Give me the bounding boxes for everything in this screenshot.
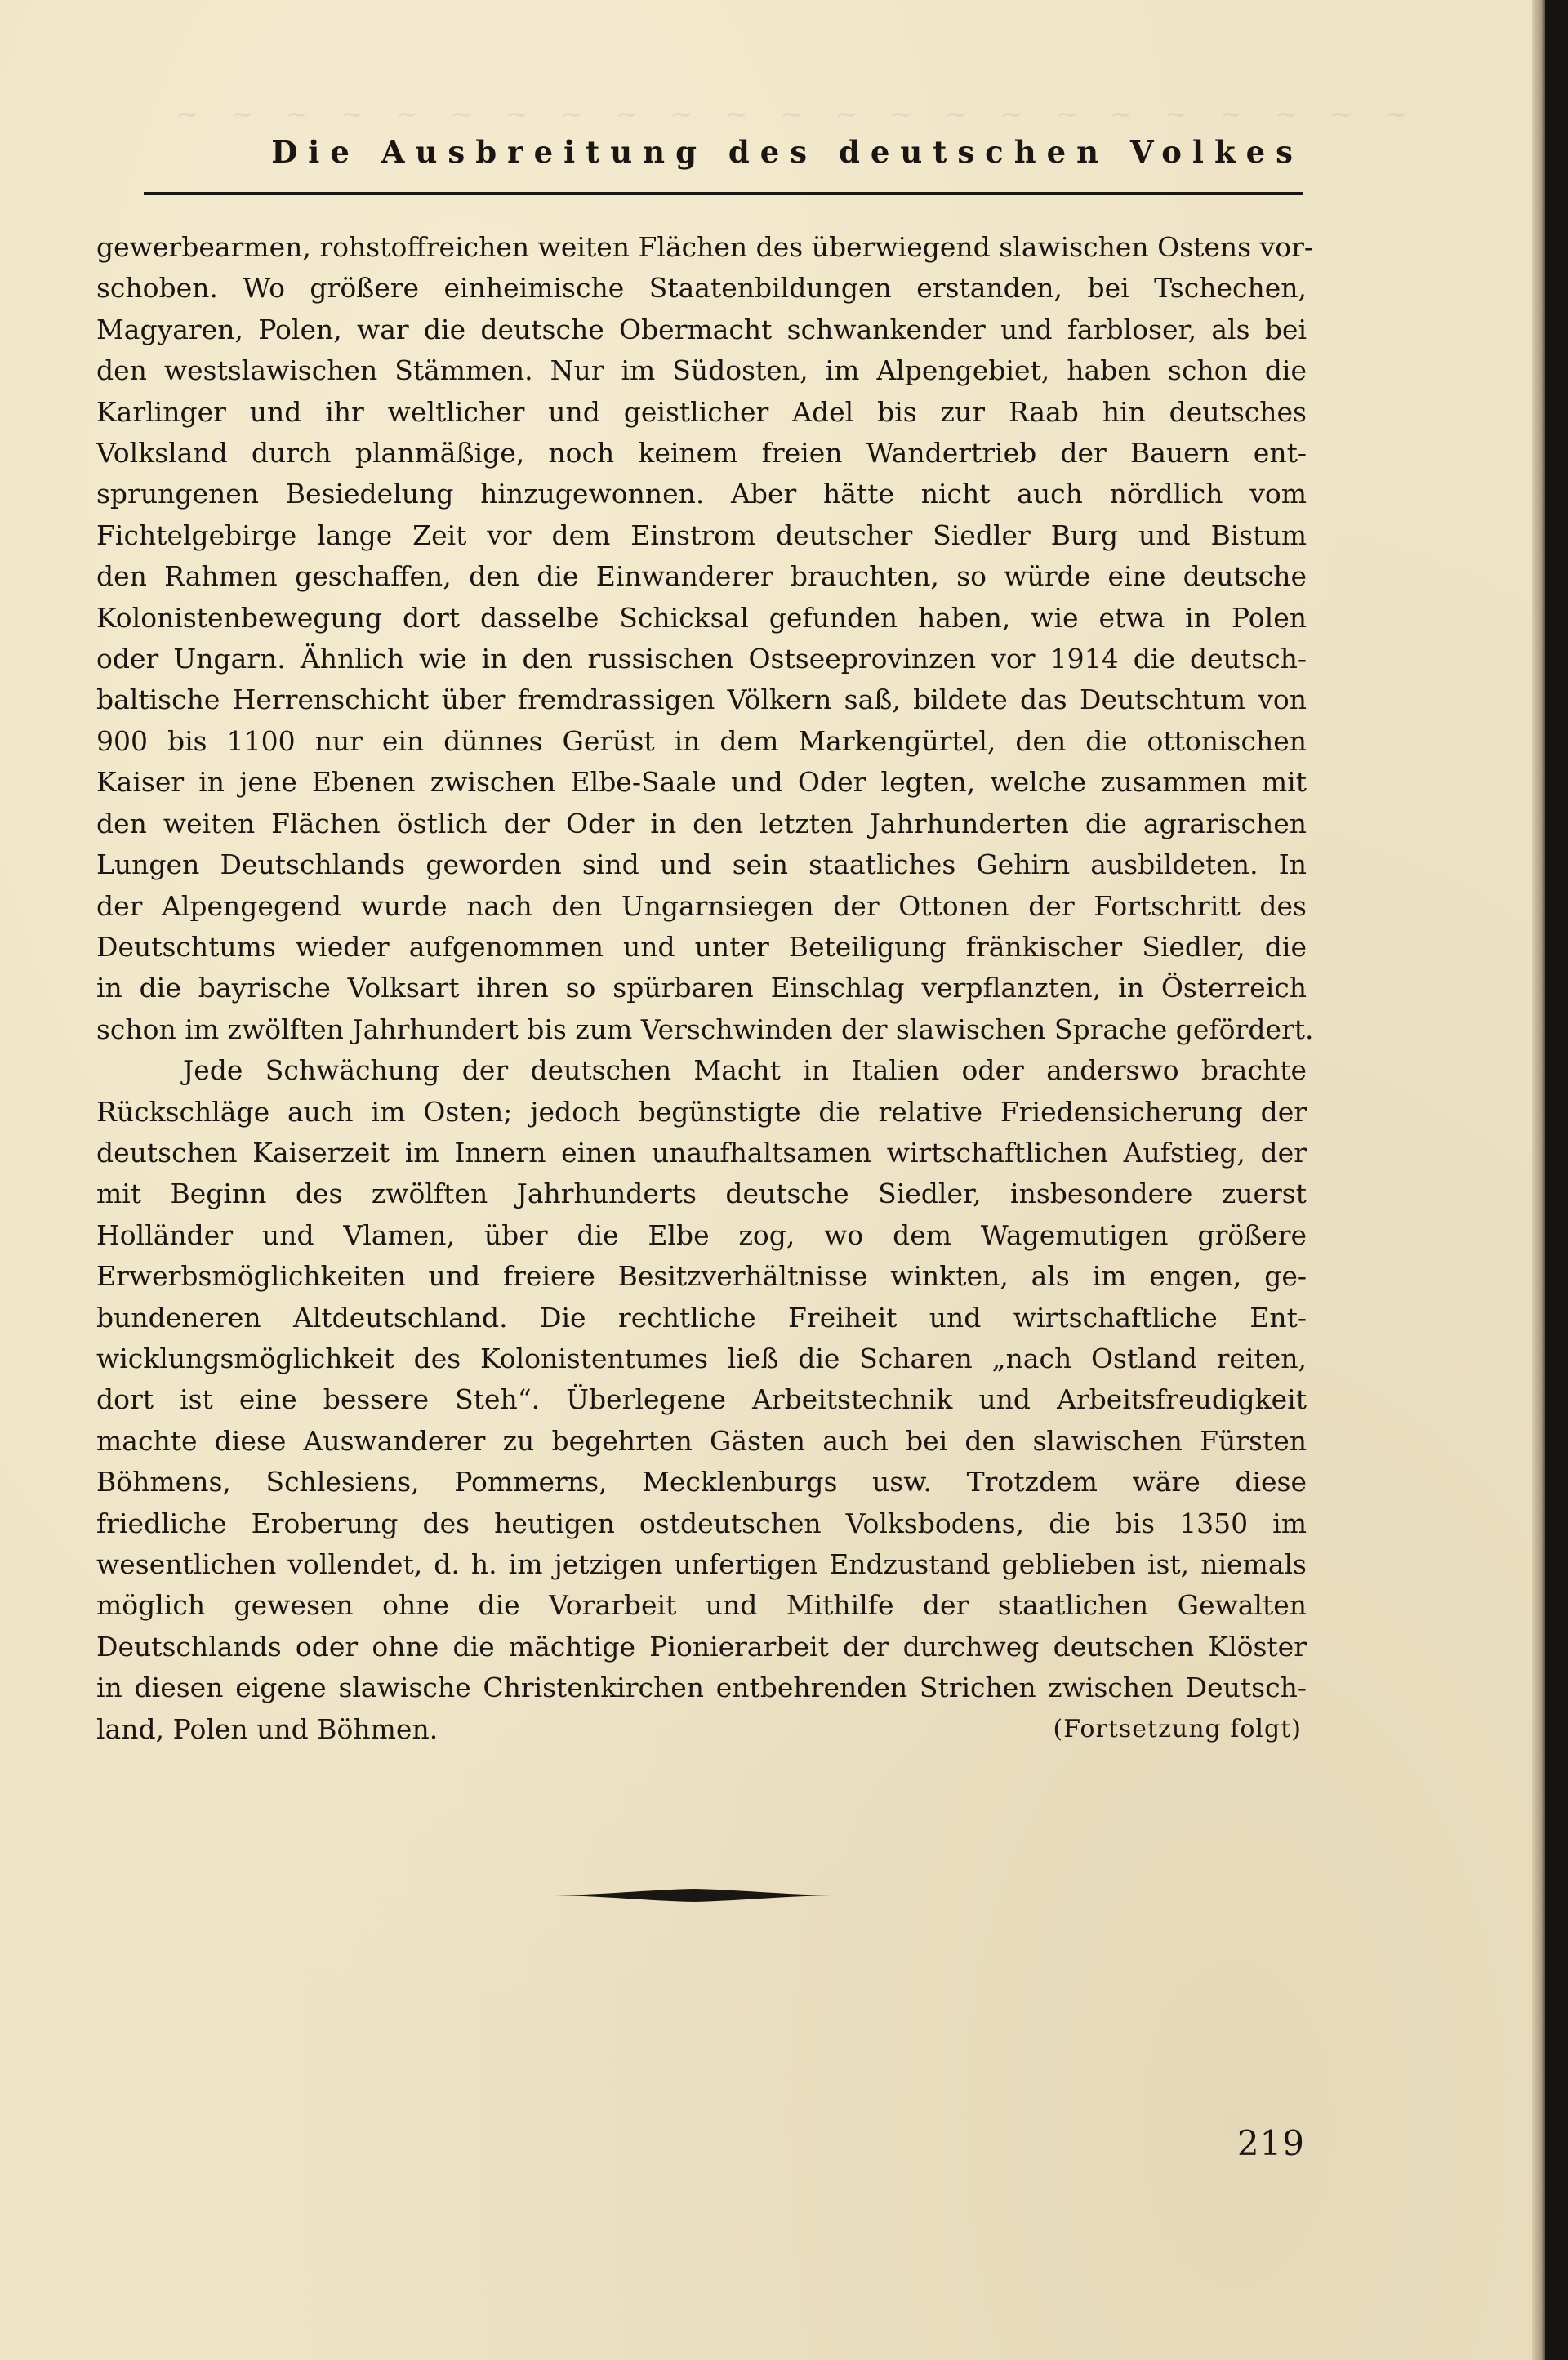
text-line: friedliche Eroberung des heutigen ostdeutschen Volksbodens, die bis 1350 im	[96, 1507, 1307, 1539]
text-line: wicklungsmöglichkeit des Kolonistentumes ließ die Scharen „nach Ostland reiten,	[96, 1342, 1307, 1374]
text-line: Jede Schwächung der deutschen Macht in Italien oder anderswo brachte	[183, 1054, 1307, 1087]
page-edge	[1532, 0, 1545, 2360]
rule-ornament-icon	[555, 1886, 833, 1904]
text-line: den Rahmen geschaffen, den die Einwanderer brauchten, so würde eine deutsche	[96, 560, 1307, 593]
text-line: schoben. Wo größere einheimische Staatenbildungen erstanden, bei Tschechen,	[96, 272, 1307, 305]
text-line: bundeneren Altdeutschland. Die rechtliche Freiheit und wirtschaftliche Ent-	[96, 1301, 1307, 1334]
text-line: den weiten Flächen östlich der Oder in den letzten Jahrhunderten die agrarischen	[96, 807, 1307, 839]
paragraph-1	[96, 227, 1314, 1050]
text-line: mit Beginn des zwölften Jahrhunderts deutsche Siedler, insbesondere zuerst	[96, 1178, 1307, 1210]
paragraph-2	[96, 1050, 1307, 1750]
final-line-text: land, Polen und Böhmen.	[96, 1712, 439, 1745]
header-rule	[144, 192, 1303, 195]
text-line: sprungenen Besiedelung hinzugewonnen. Aber hätte nicht auch nördlich vom	[96, 478, 1307, 510]
final-line	[96, 1709, 1307, 1750]
text-line: wesentlichen vollendet, d. h. im jetzigen unfertigen Endzustand geblieben ist, niemals	[96, 1548, 1307, 1580]
text-line: baltische Herrenschicht über fremdrassigen Völkern saß, bildete das Deutschtum von	[96, 684, 1307, 716]
text-line: Volksland durch planmäßige, noch keinem freien Wandertrieb der Bauern ent-	[96, 437, 1307, 470]
text-line: in diesen eigene slawische Christenkirchen entbehrenden Strichen zwischen Deutsch-	[96, 1672, 1307, 1704]
continuation-note: (Fortsetzung folgt)	[1053, 1714, 1302, 1743]
text-line: Deutschtums wieder aufgenommen und unter Beteiligung fränkischer Siedler, die	[96, 930, 1307, 963]
text-line: deutschen Kaiserzeit im Innern einen unaufhaltsamen wirtschaftlichen Aufstieg, der	[96, 1136, 1307, 1169]
text-line: Kaiser in jene Ebenen zwischen Elbe-Saale und Oder legten, welche zusammen mit	[96, 766, 1307, 799]
text-line: dort ist eine bessere Steh“. Überlegene Arbeitstechnik und Arbeitsfreudigkeit	[96, 1383, 1307, 1416]
body-text	[96, 227, 1314, 1750]
text-line: Lungen Deutschlands geworden sind und sein staatliches Gehirn ausbildeten. In	[96, 848, 1307, 881]
text-line: Fichtelgebirge lange Zeit vor dem Einstrom deutscher Siedler Burg und Bistum	[96, 519, 1307, 551]
text-line: schon im zwölften Jahrhundert bis zum Verschwinden der slawischen Sprache gefördert.	[96, 1013, 1314, 1045]
running-title: Die Ausbreitung des deutschen Volkes	[271, 134, 1303, 170]
bleed-through-text: ~ ~ ~ ~ ~ ~ ~ ~ ~ ~ ~ ~ ~ ~ ~ ~ ~ ~ ~ ~ ~ ~ ~	[176, 98, 1419, 131]
text-line: Erwerbsmöglichkeiten und freiere Besitzverhältnisse winkten, als im engen, ge-	[96, 1260, 1307, 1293]
page-number: 219	[1236, 2123, 1305, 2163]
text-line: gewerbearmen, rohstoffreichen weiten Flächen des überwiegend slawischen Ostens vor-	[96, 231, 1314, 263]
text-line: den westslawischen Stämmen. Nur im Südosten, im Alpengebiet, haben schon die	[96, 354, 1307, 387]
text-line: machte diese Auswanderer zu begehrten Gästen auch bei den slawischen Fürsten	[96, 1424, 1307, 1457]
text-line: in die bayrische Volksart ihren so spürbaren Einschlag verpflanzten, in Österreich	[96, 972, 1307, 1004]
text-line: Magyaren, Polen, war die deutsche Obermacht schwankender und farbloser, als bei	[96, 313, 1307, 345]
text-line: Böhmens, Schlesiens, Pommerns, Mecklenburgs usw. Trotzdem wäre diese	[96, 1466, 1307, 1498]
text-line: oder Ungarn. Ähnlich wie in den russischen Ostseeprovinzen vor 1914 die deutsch-	[96, 643, 1307, 675]
text-line: Holländer und Vlamen, über die Elbe zog, wo dem Wagemutigen größere	[96, 1218, 1307, 1251]
text-line: der Alpengegend wurde nach den Ungarnsiegen der Ottonen der Fortschritt des	[96, 889, 1307, 922]
text-line: Deutschlands oder ohne die mächtige Pionierarbeit der durchweg deutschen Klöster	[96, 1630, 1307, 1663]
text-line: Rückschläge auch im Osten; jedoch begünstigte die relative Friedensicherung der	[96, 1095, 1307, 1128]
text-line: Kolonistenbewegung dort dasselbe Schicksal gefunden haben, wie etwa in Polen	[96, 601, 1307, 634]
text-line: möglich gewesen ohne die Vorarbeit und Mithilfe der staatlichen Gewalten	[96, 1589, 1307, 1622]
text-line: 900 bis 1100 nur ein dünnes Gerüst in dem Markengürtel, den die ottonischen	[96, 724, 1307, 757]
text-line: Karlinger und ihr weltlicher und geistlicher Adel bis zur Raab hin deutsches	[96, 395, 1307, 428]
